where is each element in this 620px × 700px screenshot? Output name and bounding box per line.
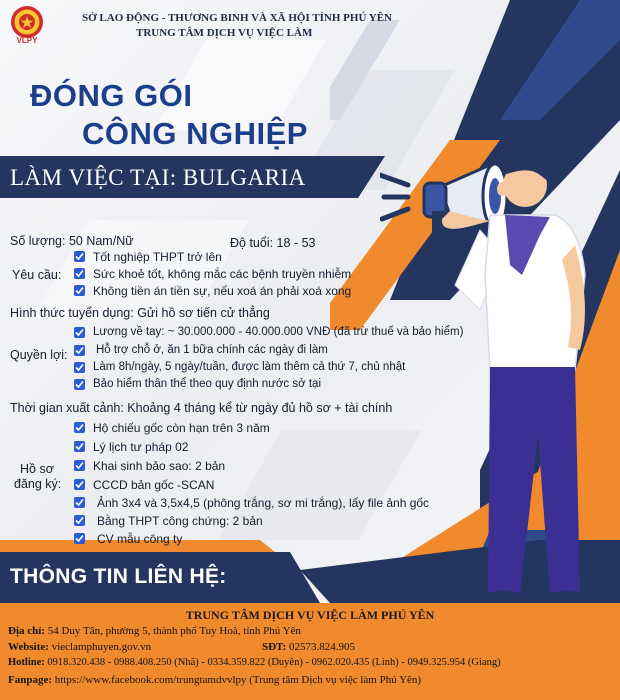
checkbox-icon [74,268,85,279]
header-center: TRUNG TÂM DỊCH VỤ VIỆC LÀM [136,27,313,39]
contact-address [8,625,301,637]
hotline-value: 0918.320.438 - 0988.408.250 (Nhã) - 0334.359.822 (Duyên) - 0962.020.435 (Linh) - 0949.325.954 (Giang) [44,657,501,668]
checkbox-icon [74,285,85,296]
checkbox-icon [74,251,85,262]
document-item: CV mẫu công ty [97,532,183,546]
man-with-megaphone-illustration [380,135,595,605]
website-label: Website: [8,641,49,653]
title-line-2: CÔNG NGHIỆP [82,116,308,151]
contact-hotline [8,657,501,668]
checkbox-icon [74,497,85,508]
address-label: Địa chỉ: [8,625,45,637]
checkbox-icon [74,479,85,490]
checkbox-icon [74,362,85,373]
location-banner-text: LÀM VIỆC TẠI: BULGARIA [10,165,306,190]
document-item: CCCD bản gốc -SCAN [93,478,215,492]
document-item: Ảnh 3x4 và 3,5x4,5 (phông trắng, sơ mi trắng), lấy file ảnh gốc [97,496,430,510]
quantity-text: Số lượng: 50 Nam/Nữ [10,234,134,248]
requirement-item: Không tiền án tiền sự, nếu xoá án phải xoá xong [93,284,352,298]
benefit-item: Lương về tay: ~ 30.000.000 - 40.000.000 VNĐ (đã trừ thuế và bảo hiểm) [93,326,464,338]
document-item: Khai sinh bảo sao: 2 bản [93,459,226,473]
benefit-item: Làm 8h/ngày, 5 ngày/tuần, được làm thêm cả thứ 7, chủ nhật [93,361,406,373]
requirements-label: Yêu cầu: [12,268,62,282]
checkbox-icon [74,515,85,526]
title-line-1: ĐÓNG GÓI [30,78,193,113]
requirement-item: Tốt nghiệp THPT trở lên [93,250,222,264]
phone-label: SĐT: [262,641,287,653]
website-link[interactable]: vieclamphuyen.gov.vn [48,641,152,653]
benefit-item: Hỗ trợ chỗ ở, ăn 1 bữa chính các ngày đi làm [96,344,328,356]
logo-text: VLPY [16,36,38,45]
address-value: 54 Duy Tân, phường 5, thành phố Tuy Hoà, tỉnh Phú Yên [44,625,301,637]
hotline-label: Hotline: [8,657,45,668]
contact-phone [262,641,355,653]
contact-org: TRUNG TÂM DỊCH VỤ VIỆC LÀM PHÚ YÊN [185,608,435,622]
benefit-item: Bảo hiểm thân thể theo quy định nước sở tại [93,378,322,390]
departure-text: Thời gian xuất cảnh: Khoảng 4 tháng kể từ ngày đủ hồ sơ + tài chính [10,401,393,415]
documents-label-1: Hồ sơ [20,462,54,476]
contact-website [8,641,151,653]
header-ministry: SỞ LAO ĐỘNG - THƯƠNG BINH VÀ XÃ HỘI TỈNH PHÚ YÊN [82,12,392,24]
contact-fanpage [8,674,421,686]
fanpage-link[interactable]: https://www.facebook.com/trungtamdvvlpy (Trung tâm Dịch vụ việc làm Phú Yên) [52,674,422,686]
checkbox-icon [74,422,85,433]
document-item: Lý lịch tư pháp 02 [93,440,189,454]
checkbox-icon [74,441,85,452]
contact-heading: THÔNG TIN LIÊN HỆ: [10,565,227,588]
benefits-label: Quyền lợi: [10,348,68,362]
fanpage-label: Fanpage: [8,674,52,686]
recruitment-text: Hình thức tuyển dụng: Gửi hồ sơ tiến cử thẳng [10,306,270,320]
header [0,0,620,52]
documents-label-2: đăng ký: [14,477,62,491]
checkbox-icon [74,327,85,338]
document-item: Hộ chiếu gốc còn hạn trên 3 năm [93,421,270,435]
requirement-item: Sức khoẻ tốt, không mắc các bệnh truyền nhiễm [93,267,352,281]
checkbox-icon [74,533,85,544]
phone-value: 02573.824.905 [286,641,355,653]
age-text: Độ tuổi: 18 - 53 [230,236,316,250]
checkbox-icon [74,460,85,471]
document-item: Bằng THPT công chứng: 2 bản [97,514,263,528]
checkbox-icon [74,379,85,390]
checkbox-icon [74,345,85,356]
